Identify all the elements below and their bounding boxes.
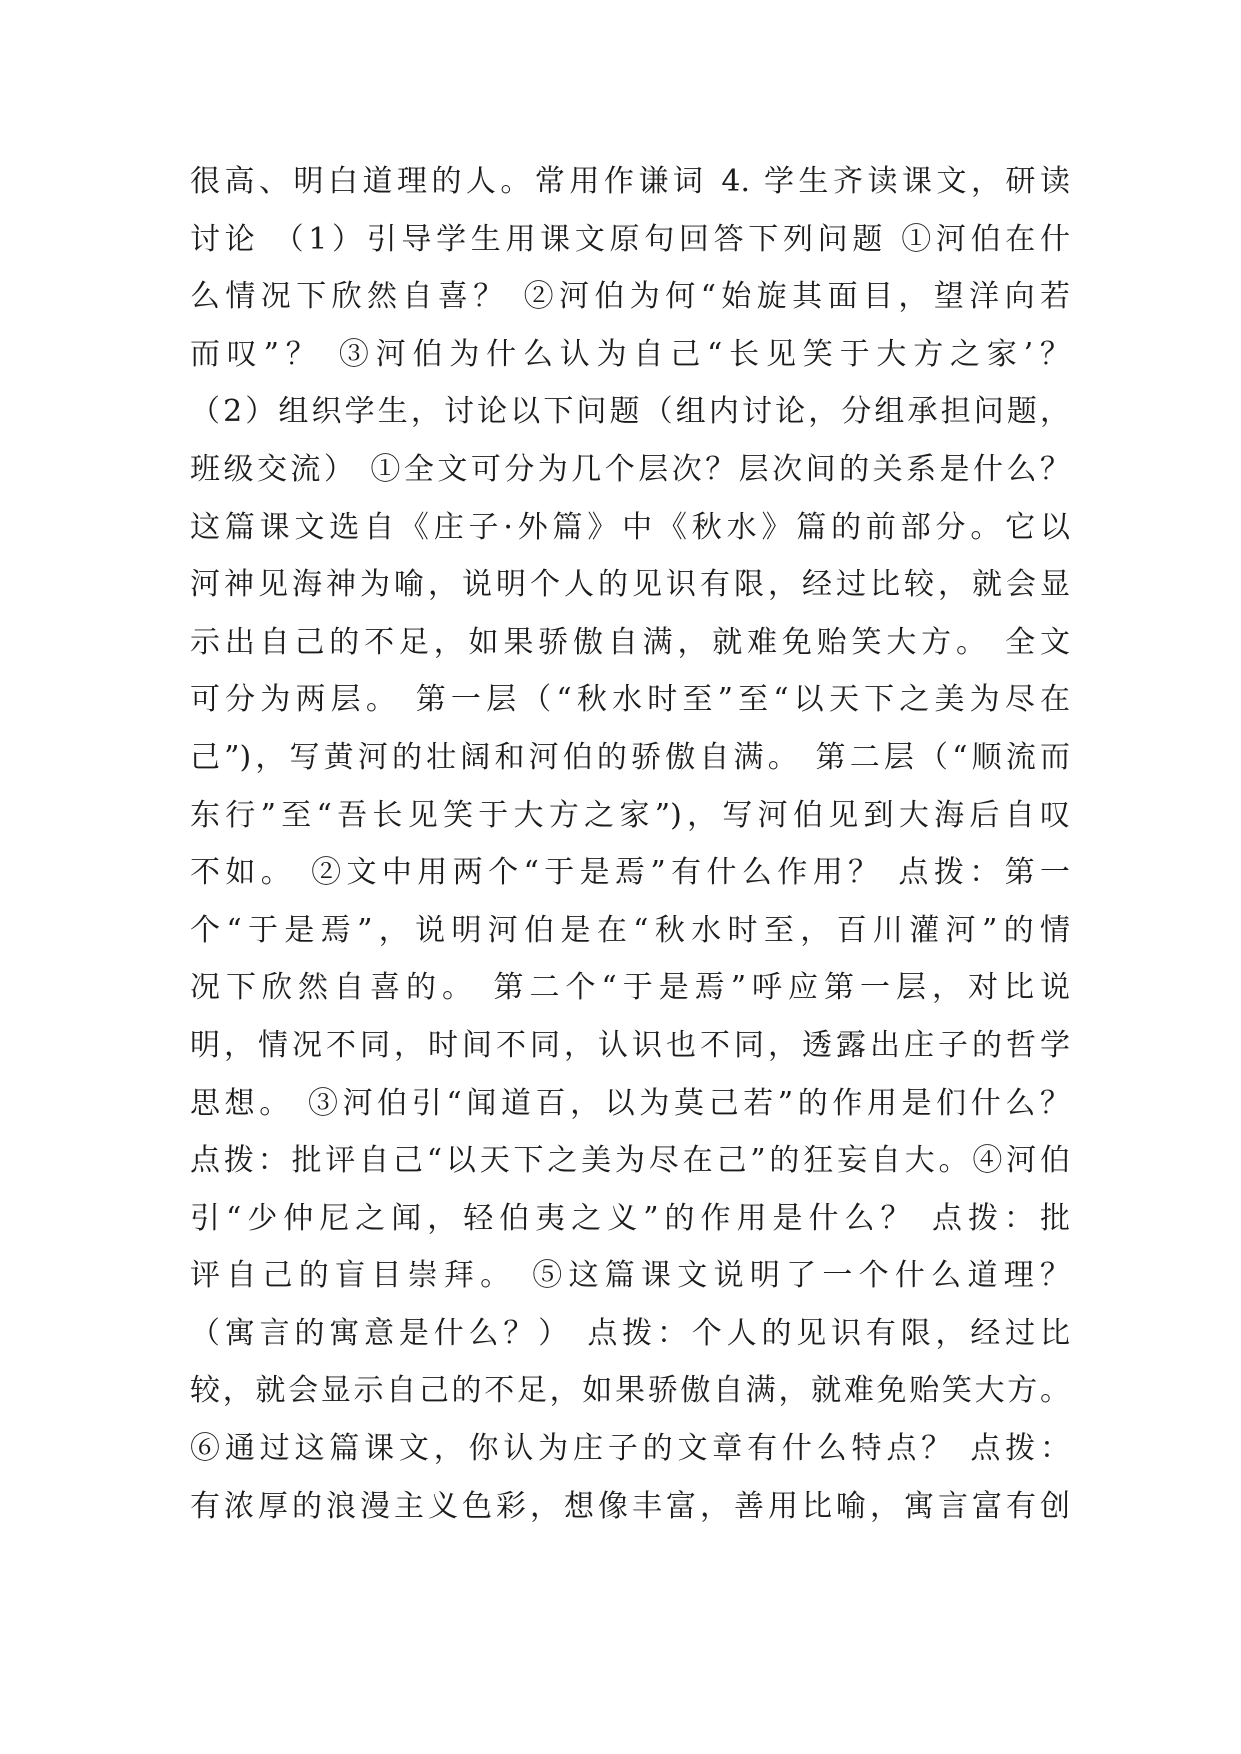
body-text — [190, 153, 1070, 1535]
text-line: 有浓厚的浪漫主义色彩，想像丰富，善用比喻，寓言富有创 — [190, 1488, 1070, 1524]
text-line: 己”)，写黄河的壮阔和河伯的骄傲自满。 第二层（“顺流而 — [190, 739, 1070, 775]
text-line: 而叹”？ ③河伯为什么认为自己“长见笑于大方之家’？ — [190, 336, 1070, 372]
text-line: （寓言的寓意是什么？） 点拨：个人的见识有限，经过比 — [190, 1315, 1070, 1351]
text-line: 引“少仲尼之闻，轻伯夷之义”的作用是什么？ 点拨：批 — [190, 1200, 1070, 1236]
text-line: 明，情况不同，时间不同，认识也不同，透露出庄子的哲学 — [190, 1027, 1070, 1063]
text-line: 班级交流） ①全文可分为几个层次？层次间的关系是什么？ — [190, 451, 1070, 487]
text-line: 很高、明白道理的人。常用作谦词 4. 学生齐读课文，研读 — [190, 164, 1070, 199]
text-line: 况下欣然自喜的。 第二个“于是焉”呼应第一层，对比说 — [190, 970, 1070, 1006]
text-line: ⑥通过这篇课文，你认为庄子的文章有什么特点？ 点拨： — [190, 1431, 1070, 1467]
text-line: 个“于是焉”，说明河伯是在“秋水时至，百川灌河”的情 — [190, 912, 1070, 948]
text-line: 河神见海神为喻，说明个人的见识有限，经过比较，就会显 — [190, 567, 1070, 603]
text-line: 思想。 ③河伯引“闻道百，以为莫己若”的作用是们什么？ — [190, 1085, 1070, 1121]
text-line: 么情况下欣然自喜？ ②河伯为何“始旋其面目，望洋向若 — [190, 279, 1070, 315]
text-line: 东行”至“吾长见笑于大方之家”)，写河伯见到大海后自叹 — [190, 797, 1070, 833]
text-line: 评自己的盲目崇拜。 ⑤这篇课文说明了一个什么道理？ — [190, 1258, 1070, 1294]
text-line: 较，就会显示自己的不足，如果骄傲自满，就难免贻笑大方。 — [190, 1373, 1070, 1409]
text-line: 这篇课文选自《庄子·外篇》中《秋水》篇的前部分。它以 — [190, 509, 1070, 545]
text-line: 不如。 ②文中用两个“于是焉”有什么作用？ 点拨：第一 — [190, 855, 1070, 891]
text-line: （2）组织学生，讨论以下问题（组内讨论，分组承担问题， — [190, 394, 1070, 430]
text-line: 可分为两层。 第一层（“秋水时至”至“以天下之美为尽在 — [190, 682, 1070, 718]
text-line: 讨论 （1）引导学生用课文原句回答下列问题 ①河伯在什 — [190, 221, 1070, 257]
text-line: 示出自己的不足，如果骄傲自满，就难免贻笑大方。 全文 — [190, 624, 1070, 660]
text-line: 点拨：批评自己“以天下之美为尽在己”的狂妄自大。④河伯 — [190, 1143, 1070, 1179]
